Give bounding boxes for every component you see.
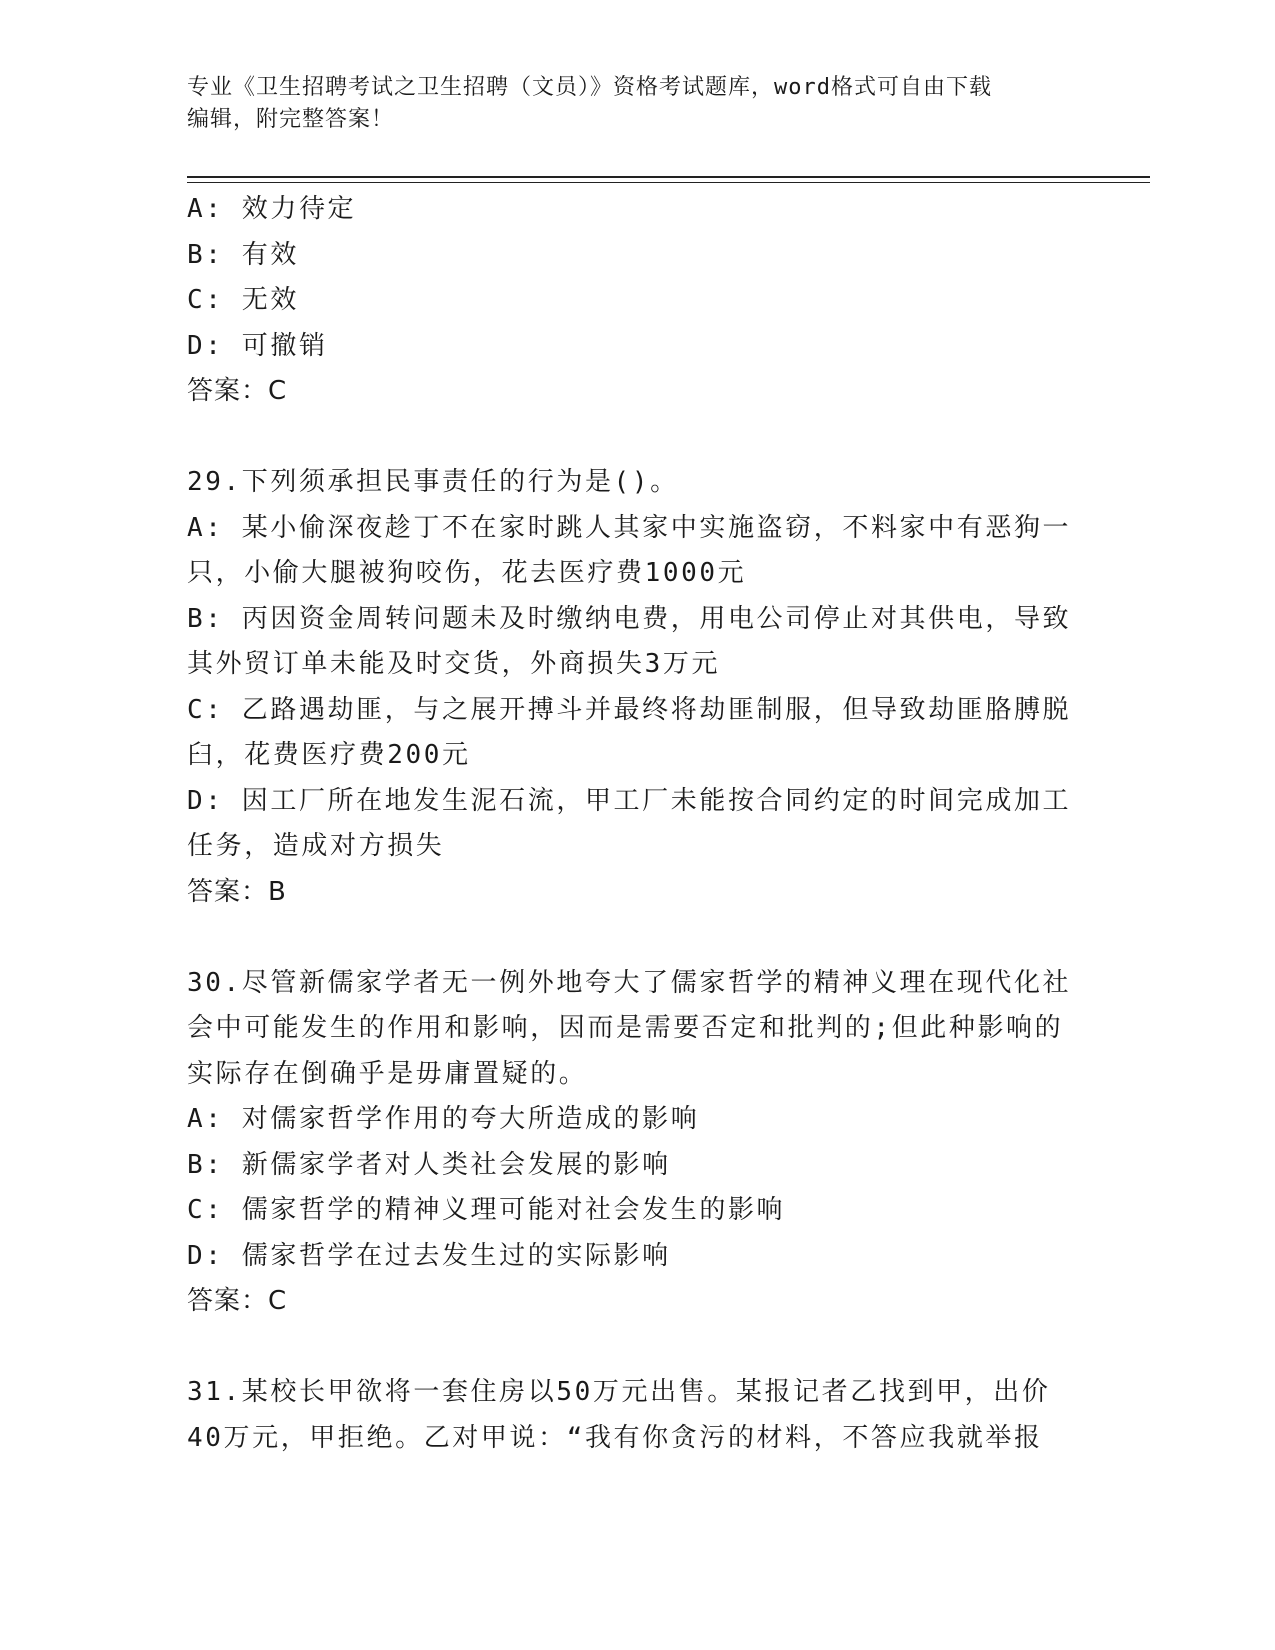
q30-option-c: C: 儒家哲学的精神义理可能对社会发生的影响 — [187, 1195, 786, 1225]
q29-option-c-line-1: C: 乙路遇劫匪，与之展开搏斗并最终将劫匪制服，但导致劫匪胳膊脱 — [187, 694, 1072, 725]
q29-option-c-line-2: 臼，花费医疗费200元 — [187, 740, 471, 770]
q28-option-b: B: 有效 — [187, 239, 299, 270]
q29-option-d-line-2: 任务，造成对方损失 — [187, 831, 445, 861]
q29-option-b-line-1: B: 丙因资金周转问题未及时缴纳电费，用电公司停止对其供电，导致 — [187, 603, 1072, 634]
q30-option-b: B: 新儒家学者对人类社会发展的影响 — [187, 1149, 671, 1180]
q30-stem-line-2: 会中可能发生的作用和影响，因而是需要否定和批判的;但此种影响的 — [187, 1013, 1064, 1043]
spacer — [187, 915, 1077, 961]
q30-stem-line-3: 实际存在倒确乎是毋庸置疑的。 — [187, 1058, 588, 1089]
q29-answer: 答案：B — [187, 876, 287, 907]
question-31-block — [187, 1370, 1077, 1461]
spacer — [187, 1325, 1077, 1371]
header-divider-thick — [187, 176, 1150, 178]
q29-option-a-line-1: A: 某小偷深夜趁丁不在家时跳人其家中实施盗窃，不料家中有恶狗一 — [187, 512, 1072, 543]
page-header — [187, 72, 1067, 136]
q29-option-b-line-2: 其外贸订单未能及时交货，外商损失3万元 — [187, 649, 721, 679]
q31-stem-line-2: 40万元，甲拒绝。乙对甲说：“我有你贪污的材料，不答应我就举报 — [187, 1422, 1043, 1453]
q29-stem: 29.下列须承担民事责任的行为是()。 — [187, 467, 679, 497]
question-28-block — [187, 187, 1077, 415]
header-divider-thin — [187, 182, 1150, 183]
q28-option-d: D: 可撤销 — [187, 330, 328, 361]
header-line-2: 编辑，附完整答案！ — [187, 107, 395, 132]
q31-stem-line-1: 31.某校长甲欲将一套住房以50万元出售。某报记者乙找到甲，出价 — [187, 1377, 1051, 1407]
q30-option-d: D: 儒家哲学在过去发生过的实际影响 — [187, 1240, 671, 1271]
q28-option-c: C: 无效 — [187, 285, 299, 315]
q28-answer: 答案：C — [187, 376, 288, 406]
q30-option-a: A: 对儒家哲学作用的夸大所造成的影响 — [187, 1104, 700, 1134]
header-line-1: 专业《卫生招聘考试之卫生招聘（文员）》资格考试题库，word格式可自由下载 — [187, 75, 992, 100]
question-content — [187, 187, 1077, 1461]
q30-stem-line-1: 30.尽管新儒家学者无一例外地夸大了儒家哲学的精神义理在现代化社 — [187, 967, 1072, 998]
q30-answer: 答案：C — [187, 1286, 288, 1316]
q28-option-a: A: 效力待定 — [187, 194, 357, 224]
question-30-block — [187, 961, 1077, 1325]
spacer — [187, 415, 1077, 461]
q29-option-d-line-1: D: 因工厂所在地发生泥石流，甲工厂未能按合同约定的时间完成加工 — [187, 785, 1072, 816]
question-29-block — [187, 460, 1077, 915]
q29-option-a-line-2: 只，小偷大腿被狗咬伤，花去医疗费1000元 — [187, 558, 747, 588]
